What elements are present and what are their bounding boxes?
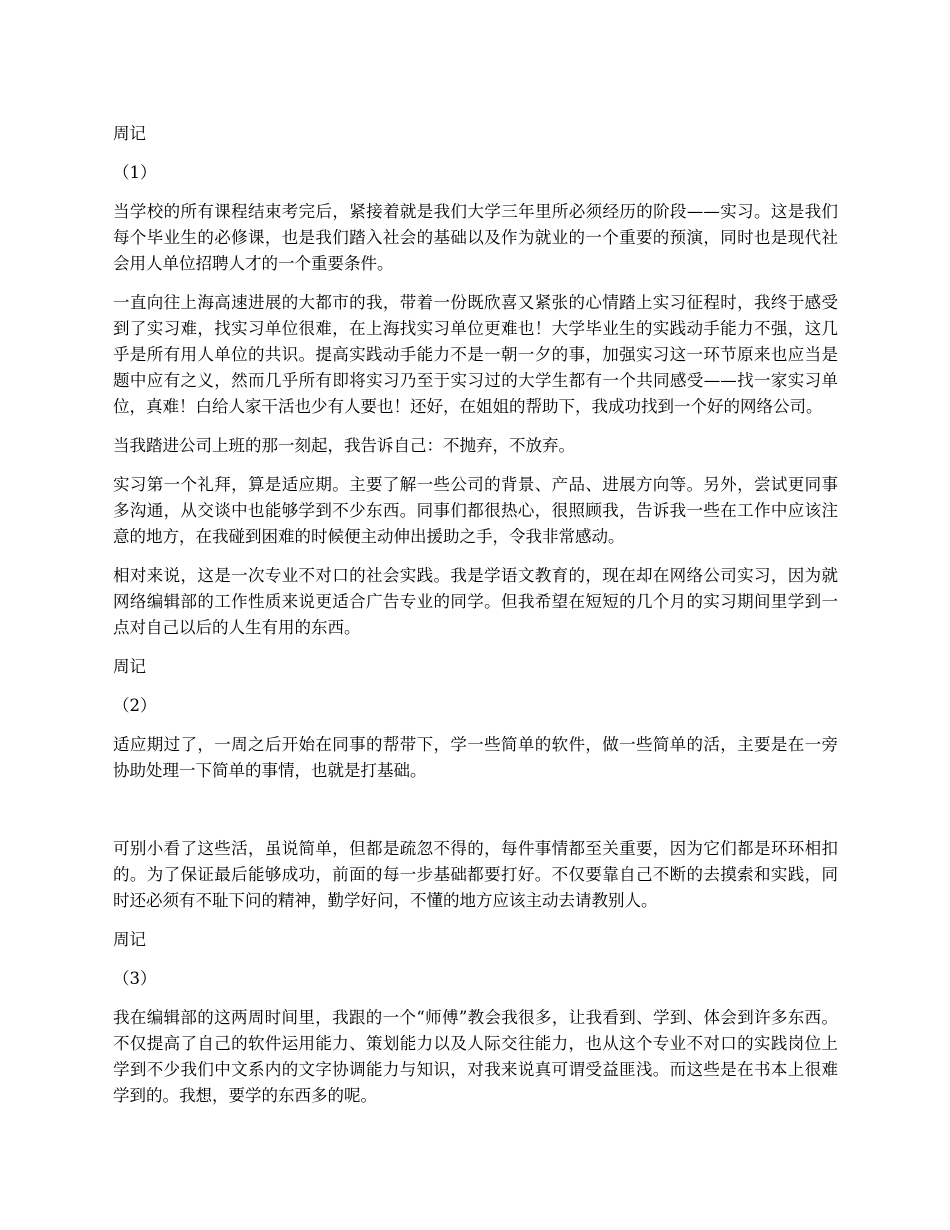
section-number: （2） [113,696,157,715]
paragraph: 当我踏进公司上班的那一刻起，我告诉自己：不抛弃，不放弃。 [113,436,575,455]
document-page [113,121,838,1122]
paragraph: 实习第一个礼拜，算是适应期。主要了解一些公司的背景、产品、进展方向等。另外，尝试更同事多沟通，从交谈中也能够学到不少东西。同事们都很热心，很照顾我，告诉我一些在工作中应该注意的地方，在我碰到困难的时候便主动伸出援助之手，令我非常感动。 [113,475,838,546]
paragraph: 一直向往上海高速进展的大都市的我，带着一份既欣喜又紧张的心情踏上实习征程时，我终于感受到了实习难，找实习单位很难，在上海找实习单位更难也！大学毕业生的实践动手能力不强，这几乎是所有用人单位的共识。提高实践动手能力不是一朝一夕的事，加强实习这一环节原来也应当是题中应有之义，然而几乎所有即将实习乃至于实习过的大学生都有一个共同感受——找一家实习单位，真难！白给人家干活也少有人要也！还好，在姐姐的帮助下，我成功找到一个好的网络公司。 [113,293,838,416]
paragraph: 适应期过了，一周之后开始在同事的帮带下，学一些简单的软件，做一些简单的活，主要是在一旁协助处理一下简单的事情，也就是打基础。 [113,735,838,780]
paragraph: 我在编辑部的这两周时间里，我跟的一个“师傅”教会我很多，让我看到、学到、体会到许多东西。不仅提高了自己的软件运用能力、策划能力以及人际交往能力，也从这个专业不对口的实践岗位上学到不少我们中文系内的文字协调能力与知识，对我来说真可谓受益匪浅。而这些是在书本上很难学到的。我想，要学的东西多的呢。 [113,1008,838,1105]
paragraph: 当学校的所有课程结束考完后，紧接着就是我们大学三年里所必须经历的阶段——实习。这是我们每个毕业生的必修课，也是我们踏入社会的基础以及作为就业的一个重要的预演，同时也是现代社会用人单位招聘人才的一个重要条件。 [113,202,838,273]
paragraph: 可别小看了这些活，虽说简单，但都是疏忽不得的，每件事情都至关重要，因为它们都是环环相扣的。为了保证最后能够成功，前面的每一步基础都要打好。不仅要靠自己不断的去摸索和实践，同时还必须有不耻下问的精神，勤学好问，不懂的地方应该主动去请教别人。 [113,839,838,910]
paragraph: 相对来说，这是一次专业不对口的社会实践。我是学语文教育的，现在却在网络公司实习，因为就网络编辑部的工作性质来说更适合广告专业的同学。但我希望在短短的几个月的实习期间里学到一点对自己以后的人生有用的东西。 [113,566,838,637]
section-heading: 周记 [113,124,146,143]
section-heading: 周记 [113,930,146,949]
blank-line [113,797,838,836]
section-heading: 周记 [113,657,146,676]
section-number: （1） [113,163,157,182]
section-number: （3） [113,969,157,988]
